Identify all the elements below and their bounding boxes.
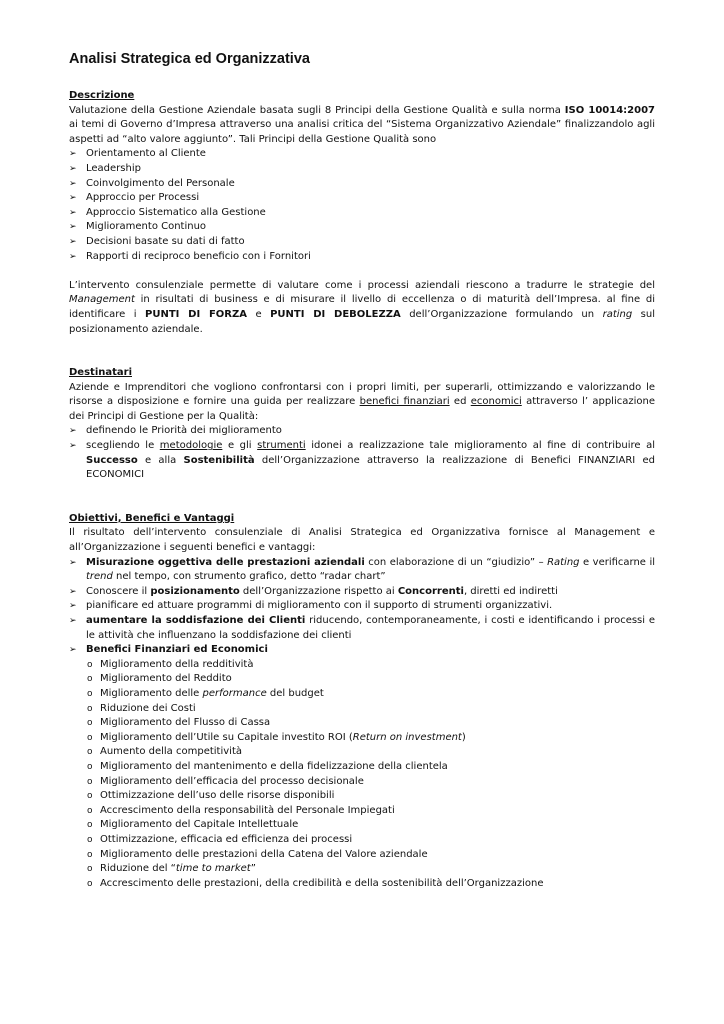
destinatari-paragraph: [69, 381, 655, 425]
misurazione-trend: trend: [86, 571, 113, 583]
b2-successo: Successo: [86, 454, 138, 466]
list-item: [69, 687, 655, 702]
descrizione-heading: Descrizione: [69, 90, 135, 101]
b2-sostenibilita: Sostenibilità: [183, 454, 255, 466]
dest-ed: ed: [449, 396, 471, 408]
p2-management: Management: [69, 294, 135, 306]
b6-text-b: ): [461, 731, 466, 743]
list-item: ➢ Decisioni basate su dati di fatto: [69, 235, 655, 250]
list-item: ➢ Rapporti di reciproco beneficio con i Fornitori: [69, 250, 655, 265]
b3-performance: performance: [202, 687, 267, 699]
b2-text-c: idonei a realizzazione tale miglioramento al fine di contribuire al: [305, 440, 656, 452]
p2-rating: rating: [602, 308, 633, 320]
b2-metodologie: metodologie: [159, 440, 223, 452]
b15-text-a: Riduzione del “: [100, 863, 176, 875]
conoscere-text-c: , diretti ed indiretti: [463, 585, 558, 597]
list-item: [69, 614, 655, 643]
list-item: [69, 439, 655, 483]
b2-strumenti: strumenti: [257, 440, 306, 452]
p2-punti-debolezza: PUNTI DI DEBOLEZZA: [270, 308, 401, 320]
destinatari-list: [69, 424, 655, 482]
list-item: o Ottimizzazione dell’uso delle risorse disponibili: [69, 789, 655, 804]
document-page: [69, 50, 655, 891]
benefici-heading: Benefici Finanziari ed Economici: [86, 644, 268, 656]
b2-text-a: scegliendo le: [86, 440, 160, 452]
iso-norm: ISO 10014:2007: [564, 104, 656, 116]
page-title: Analisi Strategica ed Organizzativa: [69, 51, 310, 67]
list-item: o Miglioramento del Reddito: [69, 672, 655, 687]
list-item: o Miglioramento del Capitale Intellettuale: [69, 818, 655, 833]
list-item: [69, 585, 655, 600]
list-item: o Riduzione dei Costi: [69, 702, 655, 717]
obiettivi-intro: Il risultato dell’intervento consulenziale di Analisi Strategica ed Organizzativa fornisce al Management e all’Organizzazione i seguenti benefici e vantaggi:: [69, 527, 655, 554]
soddisfazione-bold: aumentare la soddisfazione dei Clienti: [86, 615, 306, 626]
misurazione-rating: Rating: [547, 556, 580, 568]
list-item: ➢ Orientamento al Cliente: [69, 147, 655, 162]
conoscere-text-b: dell’Organizzazione rispetto ai: [239, 585, 398, 597]
list-item: o Accrescimento delle prestazioni, della credibilità e della sostenibilità dell’Organizzazione: [69, 877, 655, 892]
list-item: ➢ Approccio Sistematico alla Gestione: [69, 206, 655, 221]
dest-economici: economici: [470, 396, 522, 408]
list-item: [69, 643, 655, 658]
list-item: ➢ definendo le Priorità dei miglioramento: [69, 424, 655, 439]
b3-text-b: del budget: [266, 687, 324, 699]
list-item: [69, 556, 655, 585]
list-item: ➢ Coinvolgimento del Personale: [69, 177, 655, 192]
list-item: o Miglioramento delle prestazioni della Catena del Valore aziendale: [69, 848, 655, 863]
intro-text-a: Valutazione della Gestione Aziendale basata sugli 8 Principi della Gestione Qualità e sulla norma: [69, 104, 565, 116]
b3-text-a: Miglioramento delle: [100, 687, 203, 699]
descrizione-paragraph-2: [69, 279, 655, 337]
p2-text-a: L’intervento consulenziale permette di valutare come i processi aziendali riescono a tradurre le strategie del: [69, 279, 655, 291]
b6-roi: Return on investment: [352, 731, 462, 743]
misurazione-text-a: con elaborazione di un “giudizio” –: [364, 556, 548, 568]
misurazione-text-b: e verificarne il: [579, 556, 655, 568]
b6-text-a: Miglioramento dell’Utile su Capitale investito ROI (: [100, 731, 353, 743]
b15-text-b: ”: [250, 863, 256, 875]
conoscere-concorrenti: Concorrenti: [397, 585, 464, 597]
obiettivi-list: [69, 556, 655, 658]
intro-text-b: ai temi di Governo d’Impresa attraverso una analisi critica del “Sistema Organizzativo Aziendale” finalizzandolo agli aspetti ad “alto valore aggiunto”. Tali Principi della Gestione Qualità sono: [69, 119, 655, 145]
p2-text-c: dell’Organizzazione formulando un: [400, 308, 603, 320]
list-item: o Miglioramento del Flusso di Cassa: [69, 716, 655, 731]
list-item: ➢ pianificare ed attuare programmi di miglioramento con il supporto di strumenti organizzativi.: [69, 599, 655, 614]
list-item: o Miglioramento dell’efficacia del processo decisionale: [69, 775, 655, 790]
dest-benefici-finanziari: benefici finanziari: [359, 396, 450, 408]
list-item: o Aumento della competitività: [69, 745, 655, 760]
list-item: o Accrescimento della responsabilità del Personale Impiegati: [69, 804, 655, 819]
p2-text-d: sul posizionamento aziendale.: [69, 308, 656, 335]
soddisfazione-text: riducendo, contemporaneamente, i costi e identificando i processi e le attività che influenzano la soddisfazione dei clienti: [86, 615, 655, 641]
dest-text-a: Aziende e Imprenditori che vogliono confrontarsi con i propri limiti, per superarli, ottimizzando e valorizzando le risorse a disposizione e fornire una guida per realizzare: [69, 381, 655, 408]
misurazione-bold: Misurazione oggettiva delle prestazioni aziendali: [86, 556, 365, 568]
obiettivi-heading: Obiettivi, Benefici e Vantaggi: [69, 512, 235, 524]
list-item: ➢ Miglioramento Continuo: [69, 220, 655, 235]
principi-list: [69, 147, 655, 264]
misurazione-text-c: nel tempo, con strumento grafico, detto “radar chart”: [112, 571, 386, 583]
list-item: ➢ Approccio per Processi: [69, 191, 655, 206]
list-item: ➢ Leadership: [69, 162, 655, 177]
p2-punti-forza: PUNTI DI FORZA: [145, 308, 247, 320]
list-item: o Ottimizzazione, efficacia ed efficienza dei processi: [69, 833, 655, 848]
p2-text-b: in risultati di business e di misurare il livello di eccellenza o di maturità dell’Impresa. al fine di identificare i: [69, 294, 655, 320]
b15-time-to-market: time to market: [175, 863, 251, 875]
conoscere-text-a: Conoscere il: [86, 585, 151, 597]
list-item: [69, 862, 655, 877]
conoscere-posizionamento: posizionamento: [150, 585, 240, 597]
b2-text-d: e alla: [137, 454, 184, 466]
descrizione-intro: [69, 104, 655, 148]
b2-text-b: e gli: [222, 440, 258, 452]
list-item: o Miglioramento della redditività: [69, 658, 655, 673]
dest-text-b: attraverso l’ applicazione dei Principi di Gestione per la Qualità:: [69, 396, 655, 422]
destinatari-heading: Destinatari: [69, 367, 132, 379]
list-item: [69, 731, 655, 746]
list-item: o Miglioramento del mantenimento e della fidelizzazione della clientela: [69, 760, 655, 775]
benefici-list: [69, 658, 655, 892]
p2-and: e: [246, 308, 271, 320]
b2-text-e: dell’Organizzazione attraverso la realizzazione di Benefici FINANZIARI ed ECONOMICI: [86, 454, 655, 481]
